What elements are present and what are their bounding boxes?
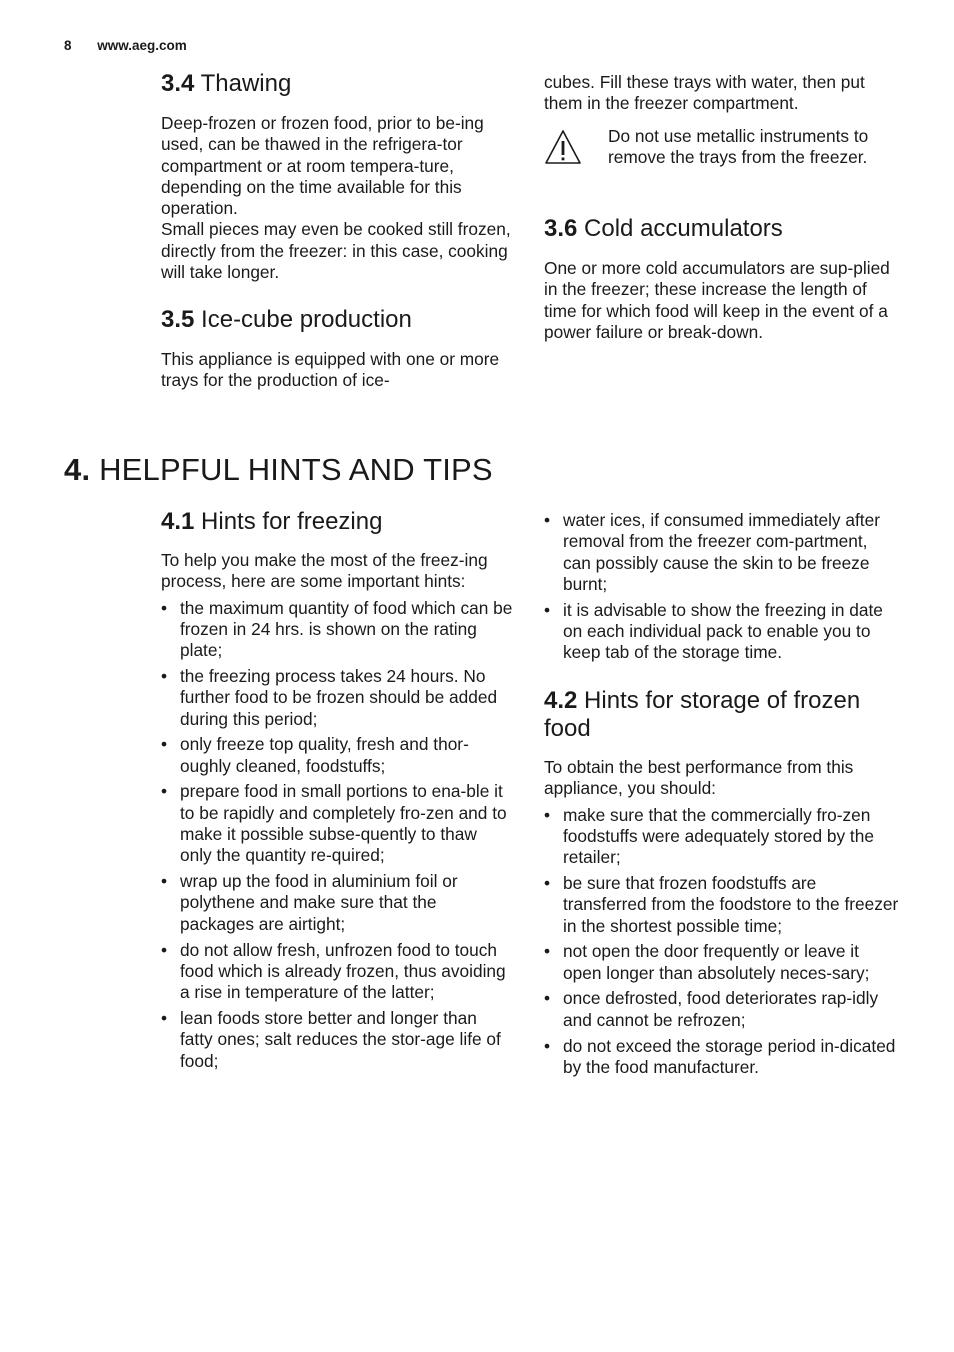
section-title: Thawing — [200, 70, 292, 97]
list-item: • be sure that frozen foodstuffs are transferred from the foodstore to the freezer in the shortest possible time; — [544, 873, 900, 937]
list-item: • not open the door frequently or leave it open longer than absolutely neces-sary; — [544, 941, 900, 984]
section-number: 3.5 — [161, 306, 195, 333]
paragraph: cubes. Fill these trays with water, then put them in the freezer compartment. — [544, 72, 865, 114]
bullet-list — [544, 805, 900, 1079]
warning-triangle-icon — [544, 128, 582, 166]
section-3-6-heading — [544, 215, 783, 243]
list-item: • lean foods store better and longer than fatty ones; salt reduces the stor-age life of food; — [161, 1008, 513, 1072]
bullet-list — [544, 510, 900, 664]
section-3-4-body — [161, 113, 513, 283]
paragraph: To obtain the best performance from this appliance, you should: — [544, 757, 854, 799]
paragraph: Deep-frozen or frozen food, prior to be-ing used, can be thawed in the refrigera-tor compartment or at room tempera-ture, depending on the time available for this operation. — [161, 113, 484, 219]
section-number: 4.2 — [544, 687, 578, 714]
section-3-6-body — [544, 258, 900, 343]
paragraph: This appliance is equipped with one or more trays for the production of ice- — [161, 349, 500, 391]
section-title: Hints for freezing — [201, 508, 383, 535]
section-4-2-heading — [544, 687, 900, 743]
section-title: Cold accumulators — [584, 215, 783, 242]
section-3-4-heading — [161, 70, 291, 98]
section-3-5-body-left — [161, 349, 513, 392]
list-item: • water ices, if consumed immediately after removal from the freezer com-partment, can possibly cause the skin to be freeze burnt; — [544, 510, 900, 595]
list-item: • the maximum quantity of food which can be frozen in 24 hrs. is shown on the rating plate; — [161, 598, 513, 662]
chapter-number: 4. — [64, 452, 91, 487]
list-item: • prepare food in small portions to ena-ble it to be rapidly and completely fro-zen and to make it possible subse-quently to thaw only the quantity re-quired; — [161, 781, 513, 866]
list-item: • it is advisable to show the freezing in date on each individual pack to enable you to keep tab of the storage time. — [544, 600, 900, 664]
paragraph: To help you make the most of the freez-ing process, here are some important hints: — [161, 550, 488, 592]
list-item: • do not exceed the storage period in-dicated by the food manufacturer. — [544, 1036, 900, 1079]
chapter-4-heading — [64, 450, 493, 490]
list-item: • wrap up the food in aluminium foil or polythene and make sure that the packages are airtight; — [161, 871, 513, 935]
warning-text: Do not use metallic instruments to remove the trays from the freezer. — [608, 126, 869, 168]
list-item: • only freeze top quality, fresh and thor-oughly cleaned, foodstuffs; — [161, 734, 513, 777]
page-header — [64, 38, 187, 53]
section-number: 4.1 — [161, 508, 195, 535]
header-url: www.aeg.com — [97, 38, 187, 53]
warning-note — [544, 126, 900, 169]
section-title: Hints for storage of frozen food — [544, 687, 861, 742]
bullet-list — [161, 598, 513, 1072]
paragraph: Small pieces may even be cooked still frozen, directly from the freezer: in this case, cooking will take longer. — [161, 219, 511, 283]
chapter-title: HELPFUL HINTS AND TIPS — [99, 452, 493, 487]
section-number: 3.4 — [161, 70, 195, 97]
section-4-1-body-right — [544, 510, 900, 668]
section-3-5-heading — [161, 306, 412, 334]
page-number: 8 — [64, 38, 72, 53]
list-item: • the freezing process takes 24 hours. No further food to be frozen should be added during this period; — [161, 666, 513, 730]
list-item: • make sure that the commercially fro-zen foodstuffs were adequately stored by the retailer; — [544, 805, 900, 869]
section-3-5-body-right — [544, 72, 900, 115]
section-title: Ice-cube production — [201, 306, 412, 333]
paragraph: One or more cold accumulators are sup-plied in the freezer; these increase the length of time for which food will keep in the event of a power failure or break-down. — [544, 258, 890, 342]
section-4-1-heading — [161, 508, 382, 536]
section-4-1-body-left — [161, 550, 513, 1076]
list-item: • once defrosted, food deteriorates rap-idly and cannot be refrozen; — [544, 988, 900, 1031]
section-number: 3.6 — [544, 215, 578, 242]
list-item: • do not allow fresh, unfrozen food to touch food which is already frozen, thus avoiding a rise in temperature of the latter; — [161, 940, 513, 1004]
section-4-2-body — [544, 757, 900, 1083]
